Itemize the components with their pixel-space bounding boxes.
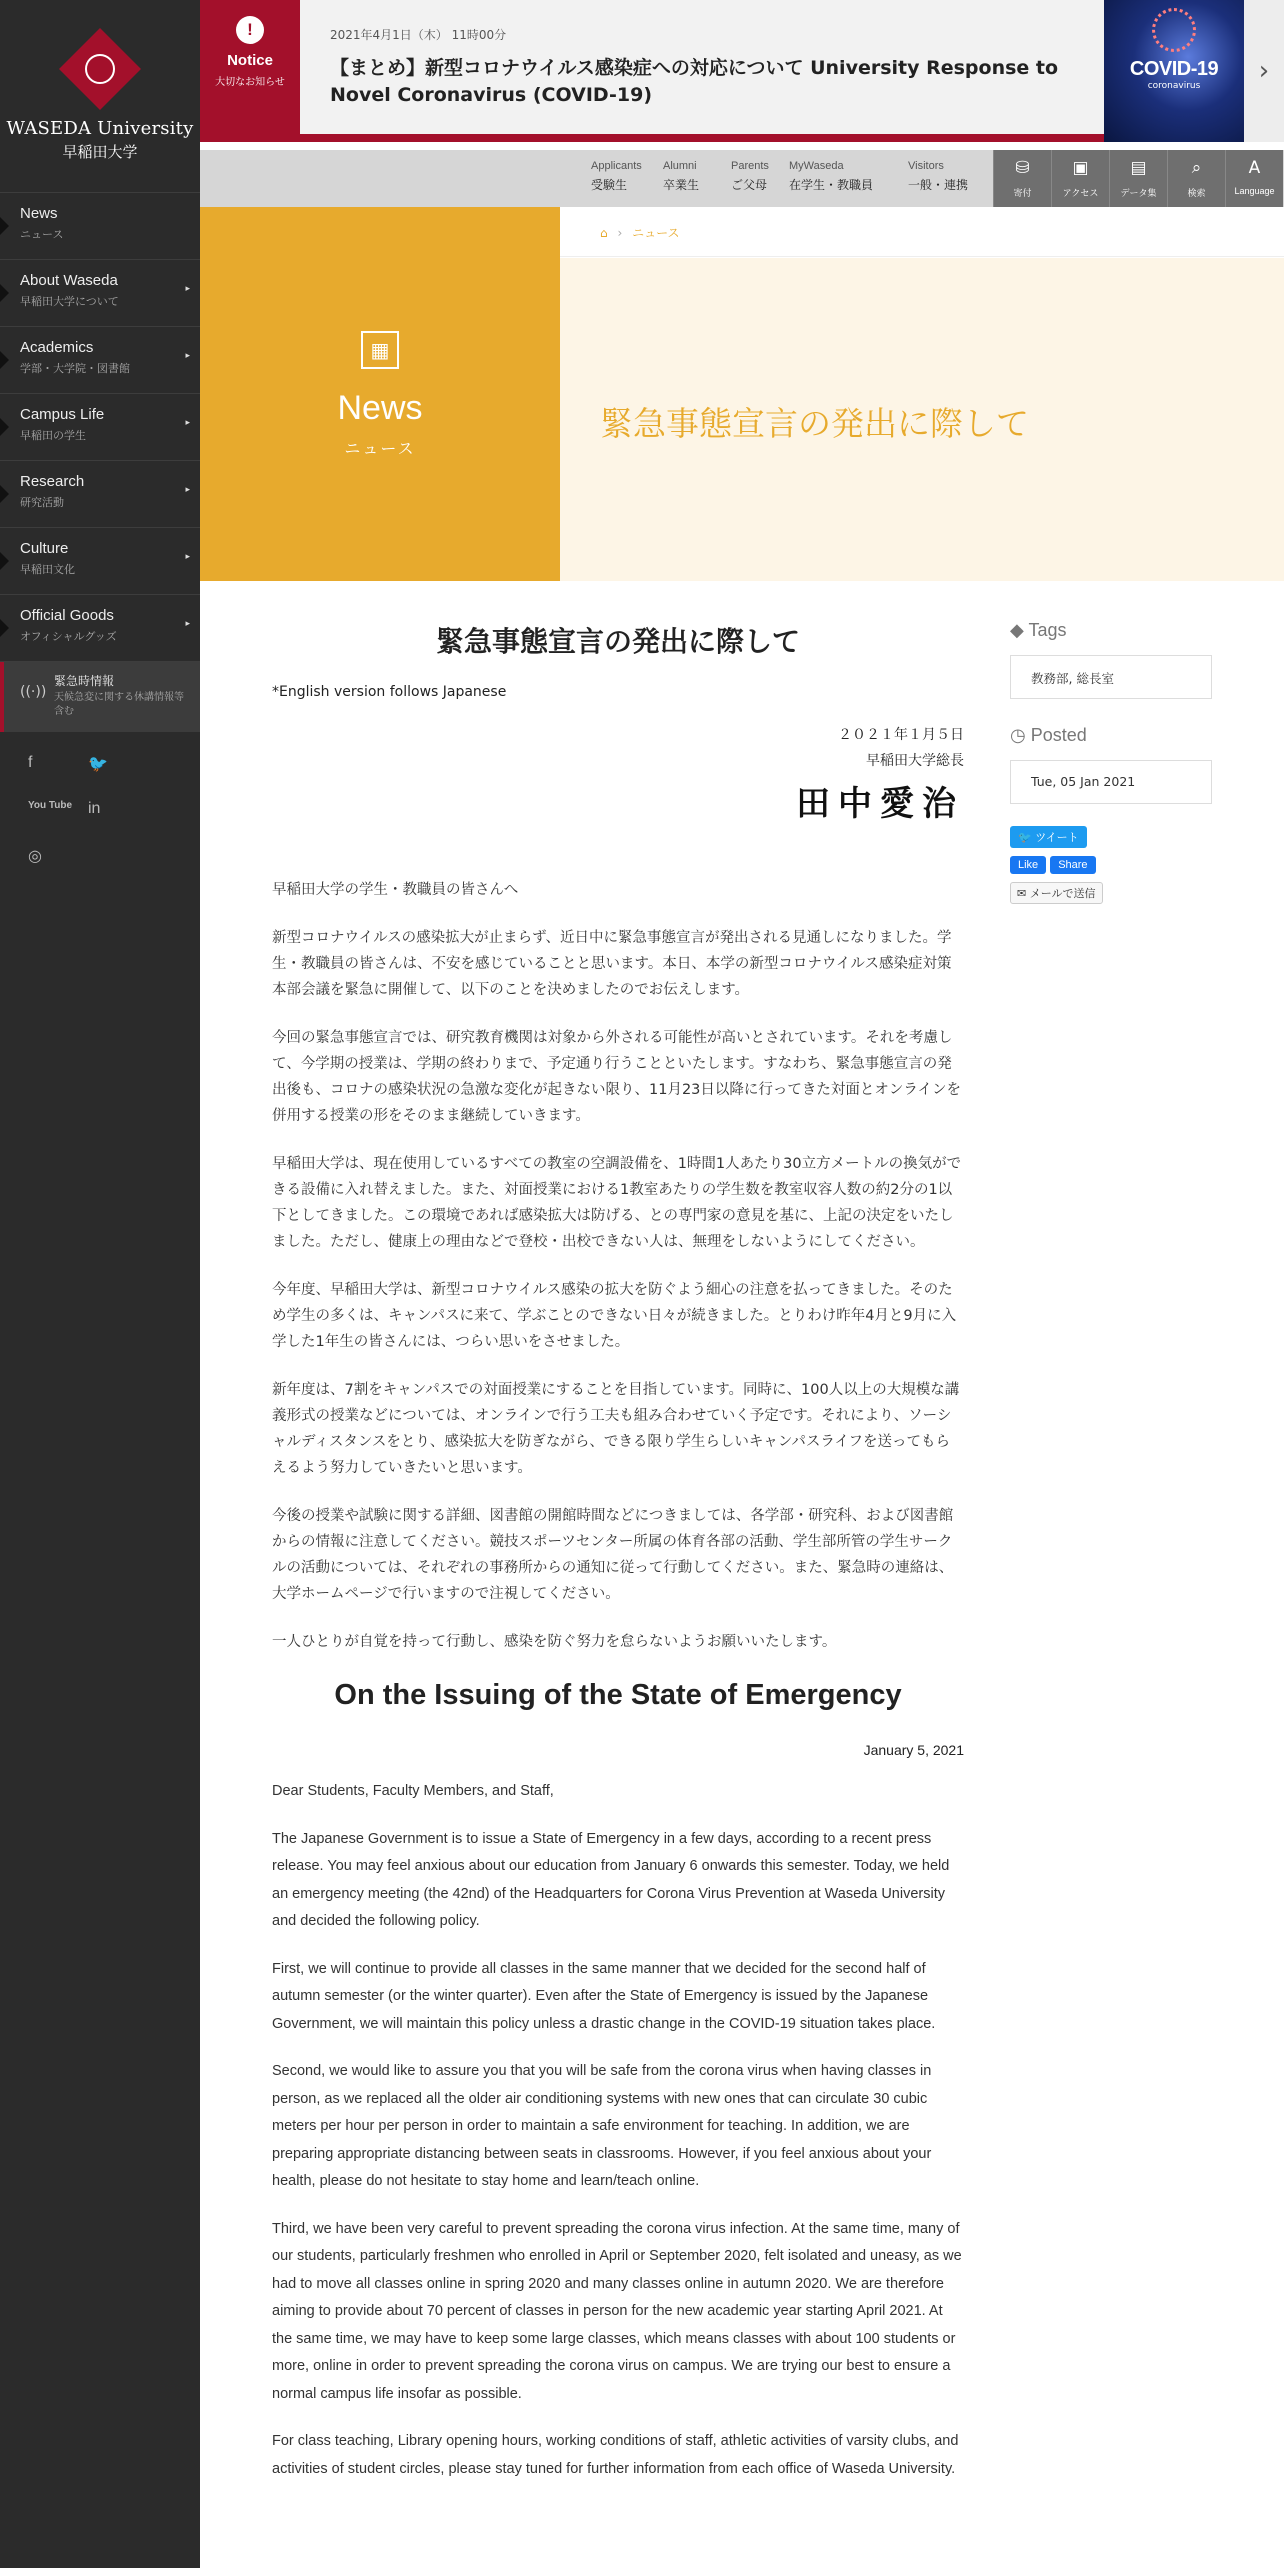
sidebar-item-label: Academics — [20, 339, 94, 356]
sidebar-item-research[interactable] — [0, 461, 200, 528]
access-button[interactable]: ▣ アクセス — [1051, 150, 1109, 207]
marker-icon — [0, 351, 9, 369]
notice-badge-sub: 大切なお知らせ — [215, 77, 285, 88]
sidebar-nav — [0, 193, 200, 662]
university-logo[interactable] — [0, 0, 200, 193]
tag-icon: ◆ — [1010, 620, 1024, 640]
envelope-icon: ✉ — [1017, 887, 1027, 900]
notice-badge-title: Notice — [227, 52, 273, 69]
paragraph-ja: 今年度、早稲田大学は、新型コロナウイルス感染の拡大を防ぐよう細心の注意を払ってきました。そのため学生の多くは、キャンパスに来て、学ぶことのできない日々が続きました。とりわけ昨年4月と9月に入学した1年生の皆さんには、つらい思いをさせました。 — [272, 1282, 957, 1350]
paragraph-ja: 一人ひとりが自覚を持って行動し、感染を防ぐ努力を怠らないようお願いいたします。 — [272, 1634, 837, 1650]
clock-icon: ◷ — [1010, 725, 1026, 745]
chevron-right-icon: ▸ — [185, 619, 190, 629]
facebook-like-button[interactable]: Like — [1010, 856, 1046, 874]
emergency-title: 緊急時情報 — [54, 674, 115, 688]
coins-icon: ⛁ — [1015, 158, 1030, 178]
sidebar-item-label: Official Goods — [20, 607, 114, 624]
sidebar-item-culture[interactable] — [0, 528, 200, 595]
marker-icon — [0, 485, 9, 503]
twitter-icon[interactable]: 🐦 — [88, 756, 108, 773]
social-links — [0, 732, 200, 892]
paragraph-en: Second, we would like to assure you that you will be safe from the corona virus when having classes in person, as we replaced all the older air conditioning systems with new ones that can circulate 30 cubic meters per hour per person in order to maintain a safe environment for teaching. In addition, we are preparing appropriate distancing between seats in classrooms. However, if you feel anxious about your health, please do not hesitate to stay home and learn/teach online. — [272, 2063, 932, 2189]
header-tools — [993, 150, 1283, 207]
language-icon: A — [1248, 158, 1261, 178]
chevron-right-icon: ▸ — [185, 552, 190, 562]
home-icon[interactable]: ⌂ — [600, 226, 608, 240]
hero-title: 緊急事態宣言の発出に際して — [600, 404, 1029, 443]
instagram-icon[interactable]: ◎ — [28, 848, 42, 865]
breadcrumb-news-link[interactable]: ニュース — [632, 226, 680, 240]
audience-visitors[interactable]: Visitors 一般・連携 — [908, 160, 969, 192]
greeting-ja: 早稲田大学の学生・教職員の皆さんへ — [272, 882, 519, 898]
chevron-right-icon: ▸ — [185, 418, 190, 428]
youtube-icon[interactable]: You Tube — [28, 800, 73, 811]
facebook-icon[interactable]: f — [28, 754, 33, 771]
sidebar-item-label: Culture — [20, 540, 69, 557]
audience-mywaseda[interactable]: MyWaseda 在学生・教職員 — [789, 160, 874, 192]
sidebar-item-news[interactable] — [0, 193, 200, 260]
sidebar-item-sublabel: 早稲田文化 — [20, 563, 75, 576]
covid-image-title: COVID-19 — [1129, 58, 1219, 80]
alert-icon: ! — [236, 16, 264, 44]
greeting-en: Dear Students, Faculty Members, and Staff, — [272, 1783, 554, 1799]
sidebar-item-campus-life[interactable] — [0, 394, 200, 461]
posted-heading: ◷ Posted — [1010, 725, 1087, 745]
sidebar-item-label: Research — [20, 473, 85, 490]
chevron-right-icon: ▸ — [185, 485, 190, 495]
tweet-button[interactable]: 🐦 ツイート — [1010, 826, 1087, 848]
marker-icon — [0, 284, 9, 302]
chevron-right-icon: ▸ — [185, 284, 190, 294]
article-title: 緊急事態宣言の発出に際して — [435, 625, 800, 658]
tags-heading: ◆ Tags — [1010, 620, 1067, 640]
english-note: *English version follows Japanese — [272, 684, 507, 700]
language-button[interactable]: A Language — [1225, 150, 1283, 207]
sidebar-item-sublabel: 早稲田大学について — [20, 295, 119, 308]
covid-banner-image[interactable] — [1104, 0, 1244, 142]
notice-headline[interactable]: 【まとめ】新型コロナウイルス感染症への対応について University Response to Novel Coronavirus (COVID-19) — [330, 57, 1059, 106]
article-date-en: January 5, 2021 — [863, 1742, 964, 1758]
marker-icon — [0, 552, 9, 570]
book-icon: ▤ — [1130, 158, 1147, 178]
sidebar-item-label: Campus Life — [20, 406, 105, 423]
waseda-emblem-icon — [59, 28, 141, 110]
posted-date: Tue, 05 Jan 2021 — [1010, 760, 1212, 804]
article-title-en: On the Issuing of the State of Emergency — [334, 1679, 902, 1711]
global-header — [200, 150, 1284, 207]
email-share-button[interactable]: ✉ メールで送信 — [1010, 882, 1103, 904]
logo-text-en: WASEDA University — [6, 118, 194, 139]
sidebar-item-sublabel: 研究活動 — [20, 496, 64, 509]
sidebar-item-official-goods[interactable] — [0, 595, 200, 662]
virus-icon — [1152, 8, 1196, 52]
sidebar-item-sublabel: 早稲田の学生 — [20, 429, 86, 442]
sidebar-item-emergency[interactable] — [0, 662, 200, 732]
category-title-ja: ニュース — [344, 439, 416, 458]
chevron-right-icon[interactable]: › — [1244, 0, 1284, 142]
article-author: 早稲田大学総長 — [866, 753, 964, 769]
linkedin-icon[interactable]: in — [88, 800, 101, 817]
notice-date: 2021年4月1日（木） 11時00分 — [330, 28, 507, 42]
chevron-right-icon: › — [617, 226, 623, 240]
audience-alumni[interactable]: Alumni 卒業生 — [663, 160, 700, 192]
audience-parents[interactable]: Parents ご父母 — [731, 160, 769, 192]
article-body — [272, 620, 964, 2483]
sidebar-item-sublabel: オフィシャルグッズ — [20, 630, 117, 643]
marker-icon — [0, 418, 9, 436]
sidebar-item-sublabel: ニュース — [20, 228, 64, 241]
data-button[interactable]: ▤ データ集 — [1109, 150, 1167, 207]
article-date: ２０２１年１月５日 — [838, 727, 964, 743]
audience-applicants[interactable]: Applicants 受験生 — [591, 160, 642, 192]
twitter-icon: 🐦 — [1018, 831, 1032, 844]
sidebar-item-label: About Waseda — [20, 272, 118, 289]
article-meta — [1010, 620, 1212, 904]
covid-image-sub: coronavirus — [1147, 81, 1201, 91]
search-button[interactable]: ⌕ 検索 — [1167, 150, 1225, 207]
tags-list[interactable]: 教務部, 総長室 — [1010, 655, 1212, 699]
marker-icon — [0, 619, 9, 637]
sidebar — [0, 0, 200, 2568]
president-signature: 田中愛治 — [796, 784, 964, 824]
bus-icon: ▣ — [1072, 158, 1089, 178]
notice-badge — [200, 0, 300, 142]
search-icon: ⌕ — [1191, 158, 1202, 178]
category-panel — [200, 207, 560, 581]
article-dateline — [272, 722, 964, 774]
paragraph-ja: 今後の授業や試験に関する詳細、図書館の開館時間などにつきましては、各学部・研究科、および図書館からの情報に注意してください。競技スポーツセンター所属の体育各部の活動、学生部所管の学生サークルの活動については、それぞれの事務所からの通知に従って行動してください。また、緊急時の連絡は、大学ホームページで行いますので注視してください。 — [272, 1508, 954, 1602]
marker-icon — [0, 217, 9, 235]
logo-text-ja: 早稲田大学 — [62, 143, 138, 161]
paragraph-en: First, we will continue to provide all classes in the same manner that we decided for the second half of autumn semester (or the winter quarter). Even after the State of Emergency is issued by the Japanese Government, we will maintain this policy unless a drastic change in the COVID-19 situation takes place. — [272, 1960, 936, 2032]
chevron-right-icon: ▸ — [185, 351, 190, 361]
paragraph-ja: 早稲田大学は、現在使用しているすべての教室の空調設備を、1時間1人あたり30立方メートルの換気ができる設備に入れ替えました。また、対面授業における1教室あたりの学生数を教室収容人数の約2分の1以下としてきました。この環境であれば感染拡大は防げる、との専門家の意見を基に、上記の決定をいたしました。ただし、健康上の理由などで登校・出校できない人は、無理をしないようにしてください。 — [272, 1156, 962, 1250]
newspaper-icon: ▦ — [361, 331, 399, 369]
paragraph-ja: 新年度は、7割をキャンパスでの対面授業にすることを目指しています。同時に、100人以上の大規模な講義形式の授業などについては、オンラインで行う工夫も組み合わせていく予定です。それにより、ソーシャルディスタンスをとり、感染拡大を防ぎながら、できる限り学生らしいキャンパスライフを送ってもらえるよう努力していきたいと思います。 — [272, 1382, 960, 1476]
breadcrumb — [560, 207, 1284, 257]
hero-title-panel — [560, 258, 1284, 581]
sidebar-item-academics[interactable] — [0, 327, 200, 394]
paragraph-en: The Japanese Government is to issue a State of Emergency in a few days, according to a recent press release. You may feel anxious about our education from January 6 onwards this semester. Today, we held an emergency meeting (the 42nd) of the Headquarters for Corona Virus Prevention at Waseda University and decided the following policy. — [272, 1830, 950, 1929]
paragraph-ja: 今回の緊急事態宣言では、研究教育機関は対象から外される可能性が高いとされています。それを考慮して、今学期の授業は、学期の終わりまで、予定通り行うことといたします。すなわち、緊急事態宣言の発出後も、コロナの感染状況の急激な変化が起きない限り、11月23日以降に行ってきた対面とオンラインを併用する授業の形をそのまま継続していきます。 — [272, 1030, 961, 1124]
broadcast-icon: ((·)) — [20, 684, 47, 700]
sidebar-item-about-waseda[interactable] — [0, 260, 200, 327]
paragraph-en: For class teaching, Library opening hours, working conditions of staff, athletic activities of varsity clubs, and activities of student circles, please stay tuned for further information from each office of Waseda University. — [272, 2433, 959, 2477]
paragraph-ja: 新型コロナウイルスの感染拡大が止まらず、近日中に緊急事態宣言が発出される見通しになりました。学生・教職員の皆さんは、不安を感じていることと思います。本日、本学の新型コロナウイルス感染症対策本部会議を緊急に開催して、以下のことを決めましたのでお伝えします。 — [272, 930, 952, 998]
category-title-en: News — [337, 389, 423, 427]
sidebar-item-label: News — [20, 205, 58, 222]
facebook-share-button[interactable]: Share — [1050, 856, 1095, 874]
notice-banner[interactable] — [200, 0, 1284, 142]
sidebar-item-sublabel: 学部・大学院・図書館 — [20, 362, 130, 375]
donate-button[interactable]: ⛁ 寄付 — [993, 150, 1051, 207]
emergency-desc: 天候急変に関する休講情報等含む — [54, 692, 184, 717]
paragraph-en: Third, we have been very careful to prevent spreading the corona virus infection. At the same time, many of our students, particularly freshmen who enrolled in April or September 2020, felt isolated and uneasy, as we had to move all classes online in spring 2020 and many classes online in autumn 2020. We are therefore aiming to provide about 70 percent of classes in person for the new academic year starting April 2021. At the same time, we may have to keep some large classes, which means classes with about 100 students or more, online in order to prevent spreading the corona virus on campus. We are trying our best to ensure a normal campus life insofar as possible. — [272, 2220, 962, 2402]
